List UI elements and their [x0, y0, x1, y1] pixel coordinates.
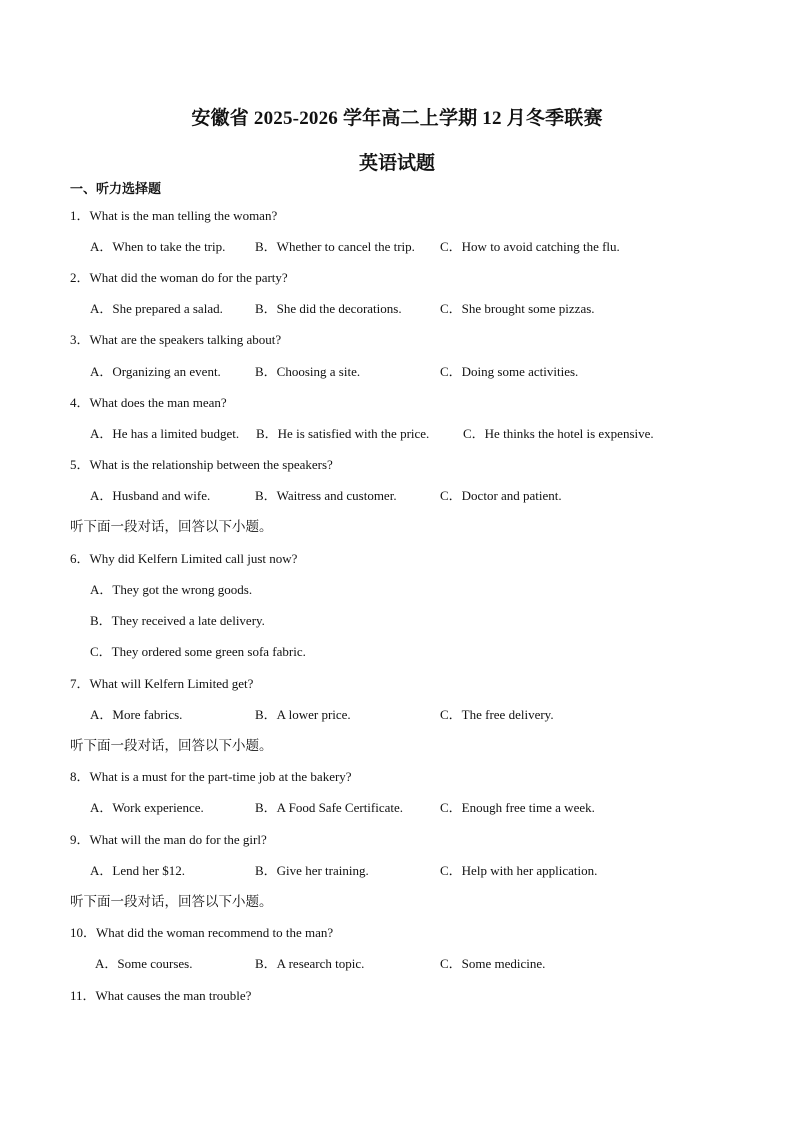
question-2: 2．What did the woman do for the party? [70, 270, 288, 285]
q4-option-a: A．He has a limited budget. [90, 426, 240, 441]
q1-option-a: A．When to take the trip. [90, 239, 226, 254]
q7-option-c: C．The free delivery. [440, 707, 554, 722]
q7-option-a: A．More fabrics. [90, 707, 183, 722]
page-subtitle: 英语试题 [358, 153, 435, 174]
q2-option-c: C．She brought some pizzas. [440, 301, 595, 316]
q3-option-c: C．Doing some activities. [440, 364, 579, 379]
question-7: 7．What will Kelfern Limited get? [70, 676, 254, 691]
question-5: 5．What is the relationship between the speakers? [70, 457, 333, 472]
instruction-3: 听下面一段对话，回答以下小题。 [70, 894, 273, 909]
q9-option-b: B．Give her training. [255, 863, 369, 878]
q5-option-b: B．Waitress and customer. [255, 488, 397, 503]
q6-option-a: A．They got the wrong goods. [90, 582, 253, 597]
q3-option-b: B．Choosing a site. [255, 364, 361, 379]
q4-option-c: C．He thinks the hotel is expensive. [463, 426, 654, 441]
q2-option-b: B．She did the decorations. [255, 301, 402, 316]
q8-option-a: A．Work experience. [90, 800, 204, 815]
question-11: 11．What causes the man trouble? [70, 988, 252, 1003]
q3-option-a: A．Organizing an event. [90, 364, 221, 379]
q6-option-b: B．They received a late delivery. [90, 613, 265, 628]
question-8: 8．What is a must for the part-time job at the bakery? [70, 769, 352, 784]
q9-option-a: A．Lend her $12. [90, 863, 185, 878]
q1-option-c: C．How to avoid catching the flu. [440, 239, 620, 254]
q10-option-b: B．A research topic. [255, 956, 365, 971]
q5-option-a: A．Husband and wife. [90, 488, 211, 503]
question-3: 3．What are the speakers talking about? [70, 332, 282, 347]
q8-option-c: C．Enough free time a week. [440, 800, 595, 815]
q8-option-b: B．A Food Safe Certificate. [255, 800, 404, 815]
question-9: 9．What will the man do for the girl? [70, 832, 267, 847]
q9-option-c: C．Help with her application. [440, 863, 598, 878]
q7-option-b: B．A lower price. [255, 707, 351, 722]
q10-option-a: A．Some courses. [95, 956, 193, 971]
question-10: 10．What did the woman recommend to the man? [70, 925, 334, 940]
instruction-2: 听下面一段对话，回答以下小题。 [70, 738, 273, 753]
q10-option-c: C．Some medicine. [440, 956, 546, 971]
page-title: 安徽省 2025-2026 学年高二上学期 12 月冬季联赛 [191, 108, 603, 129]
question-6: 6．Why did Kelfern Limited call just now? [70, 551, 298, 566]
q2-option-a: A．She prepared a salad. [90, 301, 223, 316]
section-heading: 一、听力选择题 [70, 181, 162, 196]
q1-option-b: B．Whether to cancel the trip. [255, 239, 415, 254]
question-1: 1．What is the man telling the woman? [70, 208, 278, 223]
instruction-1: 听下面一段对话，回答以下小题。 [70, 519, 273, 534]
q4-option-b: B．He is satisfied with the price. [256, 426, 430, 441]
question-4: 4．What does the man mean? [70, 395, 227, 410]
q5-option-c: C．Doctor and patient. [440, 488, 562, 503]
q6-option-c: C．They ordered some green sofa fabric. [90, 644, 306, 659]
